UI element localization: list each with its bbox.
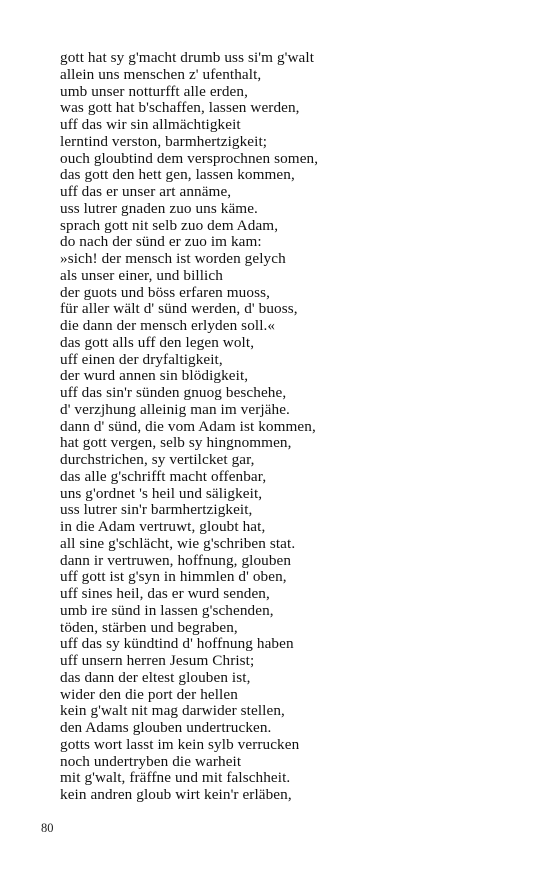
verse-line: gotts wort lasst im kein sylb verrucken bbox=[60, 735, 300, 753]
verse-line: der wurd annen sin blödigkeit, bbox=[60, 367, 249, 385]
verse-line: allein uns menschen z' ufenthalt, bbox=[60, 65, 262, 83]
verse-line: der guots und böss erfaren muoss, bbox=[60, 283, 270, 301]
verse-line: uff einen der dryfaltigkeit, bbox=[60, 350, 223, 368]
verse-line: was gott hat b'schaffen, lassen werden, bbox=[60, 99, 300, 117]
verse-line: »sich! der mensch ist worden gelych bbox=[60, 250, 286, 267]
verse-line: töden, stärben und begraben, bbox=[60, 618, 238, 636]
verse-line: hat gott vergen, selb sy hingnommen, bbox=[60, 434, 292, 452]
verse-line: gott hat sy g'macht drumb uss si'm g'walt bbox=[60, 49, 315, 66]
verse-line: uff gott ist g'syn in himmlen d' oben, bbox=[60, 568, 287, 586]
verse-line: dann ir vertruwen, hoffnung, glouben bbox=[60, 551, 292, 569]
verse-line: umb unser notturfft alle erden, bbox=[60, 82, 248, 100]
verse-line: durchstrichen, sy vertilcket gar, bbox=[60, 451, 255, 468]
verse-line: mit g'walt, fräffne und mit falschheit. bbox=[60, 769, 291, 787]
verse-line: uff das sin'r sünden gnuog beschehe, bbox=[60, 384, 287, 401]
verse-line: uff das er unser art annäme, bbox=[60, 183, 232, 200]
verse-line: all sine g'schlächt, wie g'schriben stat. bbox=[60, 534, 296, 552]
verse-line: uff unsern herren Jesum Christ; bbox=[60, 652, 255, 669]
verse-line: das alle g'schrifft macht offenbar, bbox=[60, 467, 267, 485]
verse-line: kein andren gloub wirt kein'r erläben, bbox=[60, 786, 292, 803]
verse-line: in die Adam vertruwt, gloubt hat, bbox=[60, 518, 266, 535]
verse-line: sprach gott nit selb zuo dem Adam, bbox=[60, 216, 279, 234]
verse-line: das dann der eltest glouben ist, bbox=[60, 668, 251, 686]
verse-line: uss lutrer sin'r barmhertzigkeit, bbox=[60, 501, 253, 519]
verse-line: den Adams glouben undertrucken. bbox=[60, 719, 272, 736]
verse-line: wider den die port der hellen bbox=[60, 685, 238, 703]
verse-line: das gott den hett gen, lassen kommen, bbox=[60, 166, 295, 184]
verse-line: dann d' sünd, die vom Adam ist kommen, bbox=[60, 417, 316, 435]
page-number: 80 bbox=[41, 821, 54, 835]
verse-line: uss lutrer gnaden zuo uns käme. bbox=[60, 199, 258, 217]
verse-line: do nach der sünd er zuo im kam: bbox=[60, 233, 262, 251]
verse-line: uff das sy kündtind d' hoffnung haben bbox=[60, 635, 294, 653]
verse-line: d' verzjhung alleinig man im verjähe. bbox=[60, 400, 290, 418]
verse-block bbox=[60, 50, 530, 804]
verse-line: uff sines heil, das er wurd senden, bbox=[60, 585, 270, 602]
verse-line: umb ire sünd in lassen g'schenden, bbox=[60, 601, 274, 619]
verse-line: uff das wir sin allmächtigkeit bbox=[60, 116, 241, 133]
verse-line: lerntind verston, barmhertzigkeit; bbox=[60, 132, 268, 150]
verse-line: noch undertryben die warheit bbox=[60, 752, 242, 770]
verse-line: ouch gloubtind dem versprochnen somen, bbox=[60, 149, 319, 167]
verse-line: uns g'ordnet 's heil und säligkeit, bbox=[60, 484, 263, 502]
verse-line: für aller wält d' sünd werden, d' buoss, bbox=[60, 300, 298, 318]
verse-line: als unser einer, und billich bbox=[60, 266, 223, 284]
verse-line: das gott alls uff den legen wolt, bbox=[60, 333, 255, 351]
verse-line: die dann der mensch erlyden soll.« bbox=[60, 317, 276, 334]
verse-line: kein g'walt nit mag darwider stellen, bbox=[60, 702, 285, 720]
